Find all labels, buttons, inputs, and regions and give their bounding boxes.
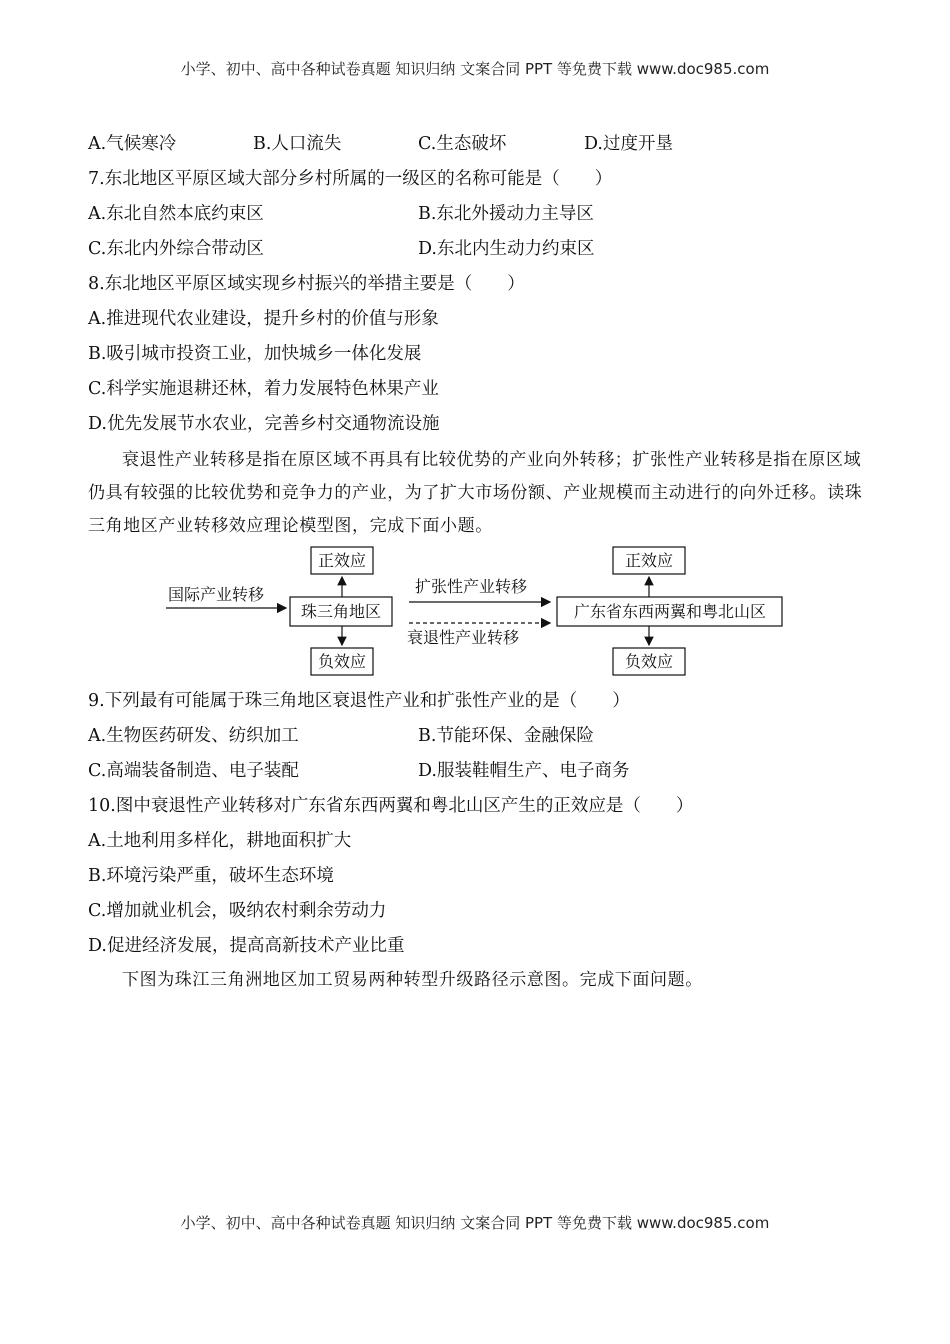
prd-label: 珠三角地区	[300, 602, 382, 621]
prd-positive-label: 正效应	[317, 551, 367, 570]
q9-option-b: B.节能环保、金融保险	[418, 726, 594, 746]
passage-industry-transfer: 衰退性产业转移是指在原区域不再具有比较优势的产业向外转移；扩张性产业转移是指在原区域仍具有较强的比较优势和竞争力的产业，为了扩大市场份额、产业规模而主动进行的向外迁移。读珠三角地区产业转移效应理论模型图，完成下面小题。	[88, 450, 863, 536]
q8-option-c: C.科学实施退耕还林，着力发展特色林果产业	[88, 379, 439, 399]
q10-option-c: C.增加就业机会，吸纳农村剩余劳动力	[88, 901, 387, 921]
q8-option-d: D.优先发展节水农业，完善乡村交通物流设施	[88, 414, 440, 434]
industry-transfer-diagram	[160, 540, 800, 680]
q9-option-a: A.生物医药研发、纺织加工	[88, 726, 299, 746]
q10-option-b: B.环境污染严重，破坏生态环境	[88, 866, 334, 886]
q10-option-a: A.土地利用多样化，耕地面积扩大	[88, 831, 352, 851]
q7-option-b: B.东北外援动力主导区	[418, 204, 594, 224]
passage-processing-trade: 下图为珠江三角洲地区加工贸易两种转型升级路径示意图。完成下面问题。	[122, 970, 703, 990]
q9-option-c: C.高端装备制造、电子装配	[88, 761, 299, 781]
q6-option-d: D.过度开垦	[584, 134, 673, 154]
q7-option-d: D.东北内生动力约束区	[418, 239, 595, 259]
international-transfer-label: 国际产业转移	[168, 585, 265, 604]
q6-option-c: C.生态破坏	[418, 134, 507, 154]
guangdong-label: 广东省东西两翼和粤北山区	[573, 602, 767, 621]
page-header: 小学、初中、高中各种试卷真题 知识归纳 文案合同 PPT 等免费下载 www.doc985.com	[180, 60, 770, 78]
q6-option-a: A.气候寒冷	[88, 134, 177, 154]
q10-option-d: D.促进经济发展，提高高新技术产业比重	[88, 936, 405, 956]
gd-negative-label: 负效应	[624, 652, 674, 671]
prd-negative-label: 负效应	[317, 652, 367, 671]
q9-option-d: D.服装鞋帽生产、电子商务	[418, 761, 630, 781]
q6-option-b: B.人口流失	[253, 134, 342, 154]
q8-option-a: A.推进现代农业建设，提升乡村的价值与形象	[88, 309, 439, 329]
q8-stem: 8.东北地区平原区域实现乡村振兴的举措主要是（ ）	[88, 274, 525, 294]
recession-label: 衰退性产业转移	[407, 628, 520, 647]
page-footer: 小学、初中、高中各种试卷真题 知识归纳 文案合同 PPT 等免费下载 www.doc985.com	[180, 1214, 770, 1232]
q10-stem: 10.图中衰退性产业转移对广东省东西两翼和粤北山区产生的正效应是（ ）	[88, 796, 694, 816]
q8-option-b: B.吸引城市投资工业，加快城乡一体化发展	[88, 344, 422, 364]
q7-option-a: A.东北自然本底约束区	[88, 204, 264, 224]
q9-stem: 9.下列最有可能属于珠三角地区衰退性产业和扩张性产业的是（ ）	[88, 691, 630, 711]
expansion-label: 扩张性产业转移	[415, 577, 528, 596]
q7-stem: 7.东北地区平原区域大部分乡村所属的一级区的名称可能是（ ）	[88, 169, 613, 189]
gd-positive-label: 正效应	[624, 551, 674, 570]
q7-option-c: C.东北内外综合带动区	[88, 239, 264, 259]
